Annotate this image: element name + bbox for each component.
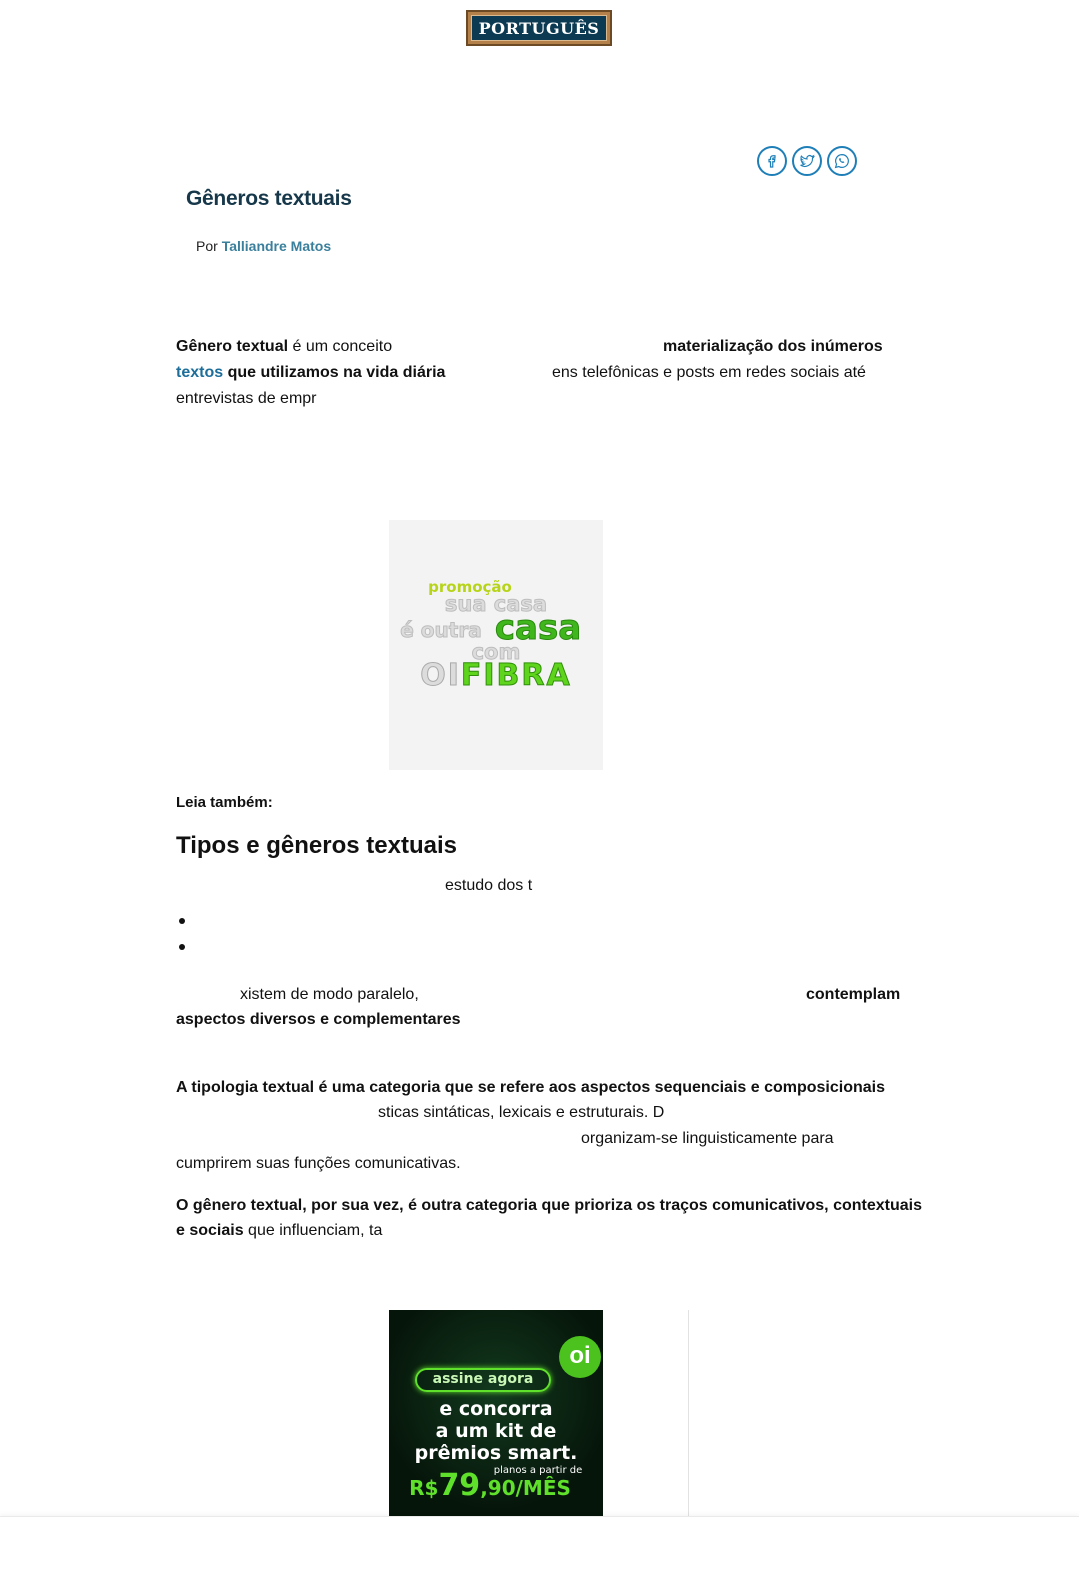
leia-tambem-label: Leia também: xyxy=(176,794,273,811)
intro-bold-text: materialização dos inúmeros xyxy=(663,338,883,355)
para2-bold-2: aspectos diversos e complementares xyxy=(176,1011,461,1028)
category-badge-label: PORTUGUÊS xyxy=(471,15,607,41)
bullet-list xyxy=(176,918,185,970)
intro-text: é um conceito xyxy=(288,338,393,355)
intro-line-2-start xyxy=(176,360,445,386)
intro-term: Gênero textual xyxy=(176,338,289,355)
para4-text: que influenciam, ta xyxy=(243,1222,383,1239)
facebook-icon xyxy=(763,152,781,170)
oi-promo-ad[interactable] xyxy=(389,1310,603,1520)
para3-bold: A tipologia textual é uma categoria que se refere aos aspectos sequenciais e composicionais xyxy=(176,1079,885,1096)
ad-fibra: FIBRA xyxy=(460,658,572,693)
list-item xyxy=(179,918,185,924)
para4-line-2 xyxy=(176,1218,382,1244)
para2-bold-end xyxy=(806,982,900,1008)
ad-com: com xyxy=(471,640,521,664)
ad2-price xyxy=(389,1468,597,1503)
para4-bold-2: e sociais xyxy=(176,1222,244,1239)
ad-sua-casa: sua casa xyxy=(444,592,548,616)
para2-line-2 xyxy=(176,1007,461,1033)
share-bar xyxy=(757,146,857,176)
byline-prefix: Por xyxy=(196,238,218,254)
intro-bold-text-2: que utilizamos na vida diária xyxy=(223,364,446,381)
ad-e-outra: é outra xyxy=(400,618,482,642)
intro-line-2-end: ens telefônicas e posts em redes sociais até xyxy=(552,364,866,381)
intro-line-3: entrevistas de empr xyxy=(176,390,317,407)
ad2-line-2: a um kit de xyxy=(435,1420,557,1442)
para4-line-1 xyxy=(176,1193,922,1219)
assine-agora-button[interactable] xyxy=(415,1368,551,1392)
byline xyxy=(196,238,331,254)
para2-text: xistem de modo paralelo, xyxy=(240,986,419,1003)
para3-line-4: cumprirem suas funções comunicativas. xyxy=(176,1155,461,1172)
divider xyxy=(688,1310,689,1520)
ad-promocao: promoção xyxy=(428,578,512,596)
facebook-share-button[interactable] xyxy=(757,146,787,176)
article-title: Gêneros textuais xyxy=(186,187,352,210)
oi-logo xyxy=(559,1336,601,1378)
para4-bold: O gênero textual, por sua vez, é outra categoria que prioriza os traços comunicativos, contextuais xyxy=(176,1197,922,1214)
category-badge[interactable] xyxy=(466,10,612,46)
para3-line-2: sticas sintáticas, lexicais e estruturais. D xyxy=(378,1104,665,1121)
list-item xyxy=(179,944,185,950)
intro-line-1-start xyxy=(176,334,392,360)
ad2-planos: planos a partir de xyxy=(493,1465,583,1476)
author-link[interactable]: Talliandre Matos xyxy=(221,238,332,254)
whatsapp-share-button[interactable] xyxy=(827,146,857,176)
twitter-icon xyxy=(798,152,816,170)
para3-line-1 xyxy=(176,1075,885,1101)
section-title: Tipos e gêneros textuais xyxy=(176,832,457,859)
ad2-currency: R$ xyxy=(409,1476,439,1500)
ad2-line-3: prêmios smart. xyxy=(414,1442,578,1464)
whatsapp-icon xyxy=(833,152,851,170)
ad2-price-value: 79 xyxy=(438,1468,481,1503)
oi-fibra-ad[interactable] xyxy=(389,520,603,770)
twitter-share-button[interactable] xyxy=(792,146,822,176)
section-text-fragment: estudo dos t xyxy=(445,877,533,894)
para3-line-3: organizam-se linguisticamente para xyxy=(581,1130,834,1147)
para2-bold: contemplam xyxy=(806,986,901,1003)
ad-oi: OI xyxy=(420,658,461,693)
textos-link[interactable]: textos xyxy=(176,364,224,381)
ad2-line-1: e concorra xyxy=(439,1398,553,1420)
assine-agora-label: assine agora xyxy=(432,1371,534,1387)
ad-oi-fibra xyxy=(389,658,603,693)
intro-line-1-end xyxy=(663,334,883,360)
bottom-sticky-bar xyxy=(0,1516,1079,1571)
ad2-price-cents: ,90/MÊS xyxy=(480,1476,571,1500)
oi-logo-text: oi xyxy=(569,1342,591,1369)
ad-casa: casa xyxy=(494,608,582,648)
